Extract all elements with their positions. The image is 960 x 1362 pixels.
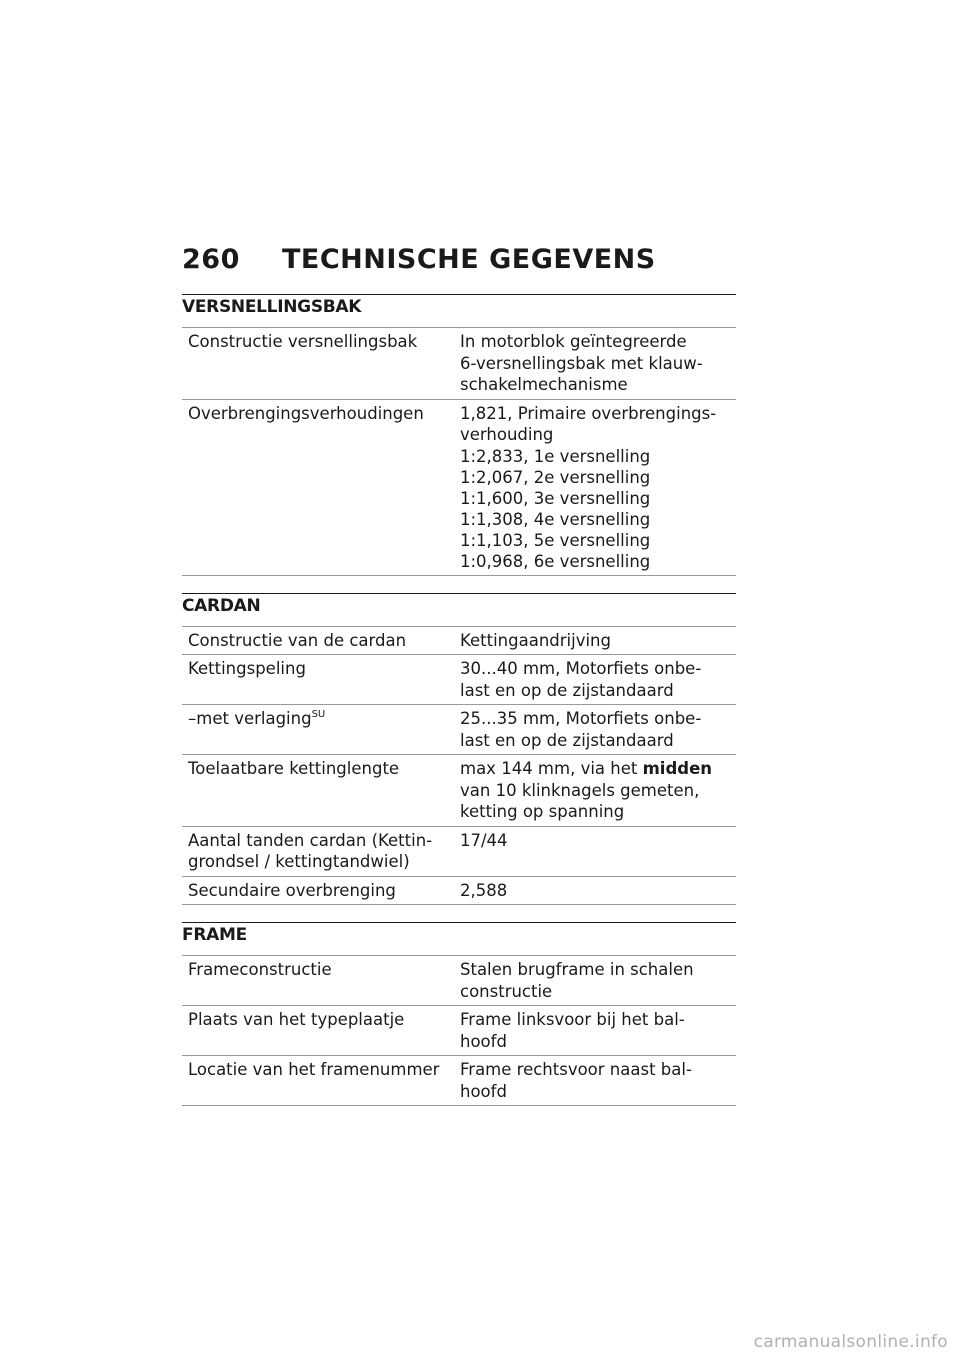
row-value	[460, 1009, 736, 1052]
value-line: 1:2,067, 2e versnelling	[460, 467, 651, 487]
table-row	[182, 654, 736, 704]
value-line: 1:1,103, 5e versnelling	[460, 530, 651, 550]
label-text: –met verlaging	[188, 709, 312, 728]
row-label: Secundaire overbrenging	[188, 880, 396, 900]
table-row	[182, 704, 736, 754]
page-number: 260	[182, 244, 240, 275]
table-row	[182, 1005, 736, 1055]
value-line: 2,588	[460, 880, 508, 900]
su-superscript: SU	[311, 709, 326, 720]
row-label: Overbrengingsverhoudingen	[188, 403, 424, 423]
value-line: 25...35 mm, Motorfiets onbe-	[460, 709, 702, 728]
value-line: Stalen brugframe in schalen	[460, 960, 694, 979]
row-value	[460, 758, 736, 823]
table-row	[182, 876, 736, 906]
value-emphasis: midden	[642, 759, 713, 778]
row-value	[460, 658, 736, 701]
label-line: Aantal tanden cardan (Kettin-	[188, 830, 433, 850]
site-watermark: carmanualsonline.info	[753, 1332, 948, 1352]
table-row	[182, 626, 736, 655]
value-line: verhouding	[460, 425, 554, 444]
value-line: Frame linksvoor bij het bal-	[460, 1010, 685, 1029]
value-line: last en op de zijstandaard	[460, 680, 674, 700]
section-title: VERSNELLINGSBAK	[182, 294, 736, 327]
row-value	[460, 403, 736, 572]
value-line	[460, 758, 736, 780]
row-label: Toelaatbare kettinglengte	[188, 759, 400, 778]
page-header	[182, 244, 656, 275]
value-line: 30...40 mm, Motorfiets onbe-	[460, 659, 702, 678]
value-line: ketting op spanning	[460, 802, 625, 821]
value-line: 17/44	[460, 830, 508, 850]
label-line: grondsel / kettingtandwiel)	[188, 852, 410, 871]
value-line: schakelmechanisme	[460, 375, 628, 394]
row-value	[460, 630, 736, 652]
section-title: FRAME	[182, 922, 736, 955]
section-title: CARDAN	[182, 593, 736, 626]
value-line: hoofd	[460, 1031, 507, 1051]
value-line: 1:1,308, 4e versnelling	[460, 509, 651, 529]
value-line: 1:1,600, 3e versnelling	[460, 488, 651, 508]
spec-table	[182, 626, 736, 906]
table-row	[182, 1055, 736, 1106]
row-label: Constructie versnellingsbak	[188, 332, 418, 351]
row-value	[460, 959, 736, 1002]
row-label	[182, 830, 460, 873]
value-line: hoofd	[460, 1081, 507, 1101]
row-label: Plaats van het typeplaatje	[188, 1010, 405, 1029]
row-value	[460, 830, 736, 873]
row-label: Frameconstructie	[188, 960, 332, 979]
value-line: constructie	[460, 981, 553, 1001]
row-label: Kettingspeling	[188, 659, 306, 678]
row-value	[460, 331, 736, 396]
value-prefix: max 144 mm, via het	[460, 759, 643, 778]
section-frame	[182, 922, 736, 1106]
spec-table	[182, 327, 736, 576]
table-row	[182, 826, 736, 876]
spec-table	[182, 955, 736, 1106]
row-label: Constructie van de cardan	[188, 630, 407, 650]
table-row	[182, 327, 736, 399]
row-value	[460, 708, 736, 751]
row-label	[182, 708, 460, 751]
value-line: van 10 klinknagels gemeten,	[460, 780, 700, 800]
section-cardan	[182, 593, 736, 906]
value-line: 1,821, Primaire overbrengings-	[460, 403, 717, 423]
spec-content	[182, 294, 736, 1123]
table-row	[182, 754, 736, 826]
row-value	[460, 880, 736, 902]
value-line: Frame rechtsvoor naast bal-	[460, 1060, 692, 1079]
value-line: Kettingaandrijving	[460, 630, 611, 650]
page-title: TECHNISCHE GEGEVENS	[282, 244, 656, 275]
section-versnellingsbak	[182, 294, 736, 576]
value-line: In motorblok geïntegreerde	[460, 332, 687, 351]
value-line: 1:2,833, 1e versnelling	[460, 446, 651, 466]
value-line: 1:0,968, 6e versnelling	[460, 551, 651, 571]
row-label: Locatie van het framenummer	[188, 1060, 440, 1079]
value-line: last en op de zijstandaard	[460, 730, 674, 750]
row-value	[460, 1059, 736, 1102]
table-row	[182, 399, 736, 576]
value-line: 6-versnellingsbak met klauw-	[460, 353, 703, 373]
table-row	[182, 955, 736, 1005]
